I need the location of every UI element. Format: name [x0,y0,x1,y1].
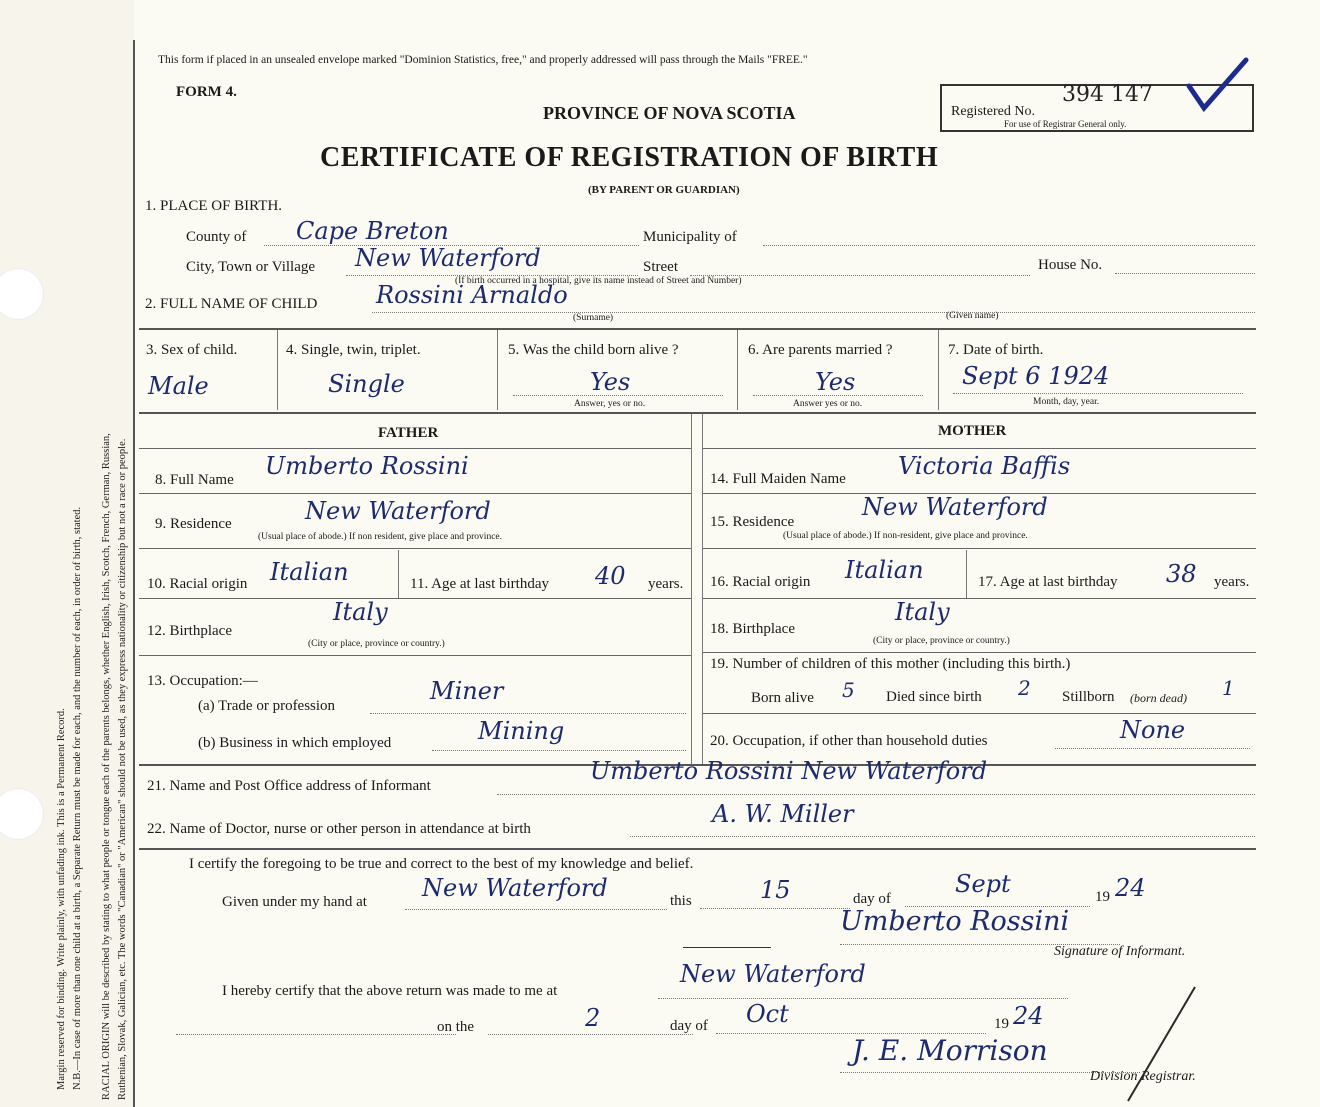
married-value: Yes [815,368,856,396]
mother-residence-note: (Usual place of abode.) If non-resident, give place and province. [783,531,1028,541]
day-of-label: day of [853,891,891,907]
doctor-value: A. W. Miller [712,800,854,828]
plurality-value: Single [328,370,405,398]
child-name-label: 2. FULL NAME OF CHILD [145,296,318,312]
registrar-signature: J. E. Morrison [852,1034,1048,1067]
child-name-value: Rossini Arnaldo [376,281,568,309]
dob-value: Sept 6 1924 [962,362,1110,390]
father-business-label: (b) Business in which employed [198,735,392,751]
father-race-value: Italian [270,558,349,586]
this-label: this [670,893,692,909]
certify-day-value: 15 [760,876,791,904]
died-since-birth-value: 2 [1018,676,1031,700]
father-age-label: 11. Age at last birthday [410,576,549,592]
informant-value: Umberto Rossini New Waterford [590,757,988,785]
informant-signature: Umberto Rossini [840,906,1070,937]
return-month-value: Oct [746,1000,789,1028]
father-birthplace-label: 12. Birthplace [147,623,232,639]
mother-heading: MOTHER [938,423,1007,439]
mother-residence-value: New Waterford [862,493,1048,521]
stillborn-value: 1 [1222,676,1235,700]
born-alive-label: 5. Was the child born alive ? [508,342,679,358]
father-trade-value: Miner [430,677,504,705]
certify-statement: I certify the foregoing to be true and correct to the best of my knowledge and belief. [189,856,694,872]
father-residence-note: (Usual place of abode.) If non resident, give place and province. [258,532,502,542]
county-value: Cape Breton [296,217,449,245]
born-alive-count-value: 5 [842,678,855,702]
mother-race-value: Italian [845,556,924,584]
married-note: Answer yes or no. [793,399,863,409]
county-label: County of [186,229,247,245]
mother-age-value: 38 [1166,560,1197,588]
mother-years-label: years. [1214,574,1250,590]
mother-birthplace-label: 18. Birthplace [710,621,795,637]
father-name-label: 8. Full Name [155,472,234,488]
dob-label: 7. Date of birth. [948,342,1044,358]
mother-name-value: Victoria Baffis [898,452,1071,480]
city-value: New Waterford [355,244,541,272]
mother-occupation-value: None [1120,716,1186,744]
father-occupation-label: 13. Occupation:— [147,673,258,689]
mother-age-label: 17. Age at last birthday [978,574,1118,590]
stillborn-note: (born dead) [1130,691,1187,705]
margin-note-3: RACIAL ORIGIN will be described by stating to what people or tongue each of the parents belongs, whether English, Irish, Scotch, French, German, Russian, [101,433,112,1100]
father-birthplace-value: Italy [333,598,388,626]
mother-residence-label: 15. Residence [710,514,795,530]
margin-note-2: N.B.—In case of more than one child at a birth, a Separate Return must be made for each, and the number of each, in order of birth, stated. [72,506,83,1090]
checkmark-icon [1186,56,1250,112]
born-alive-note: Answer, yes or no. [574,399,646,409]
died-since-birth-label: Died since birth [886,689,982,705]
given-place-value: New Waterford [422,874,608,902]
place-of-birth-label: 1. PLACE OF BIRTH. [145,198,283,214]
given-name-note: (Given name) [946,311,999,321]
return-place-value: New Waterford [680,960,866,988]
margin-rule [133,40,135,1107]
return-statement: I hereby certify that the above return was made to me at [222,983,558,999]
father-race-label: 10. Racial origin [147,576,248,592]
year-prefix: 19 [1095,889,1110,905]
mother-children-label: 19. Number of children of this mother (including this birth.) [710,656,1071,672]
page-subtitle: (BY PARENT OR GUARDIAN) [588,184,740,196]
return-year-prefix: 19 [994,1016,1009,1032]
province-heading: PROVINCE OF NOVA SCOTIA [543,103,796,123]
certify-month-value: Sept [955,870,1011,898]
surname-note: (Surname) [573,313,614,323]
doctor-label: 22. Name of Doctor, nurse or other person in attendance at birth [147,821,531,837]
street-label: Street [643,259,678,275]
page-title: CERTIFICATE OF REGISTRATION OF BIRTH [320,142,939,173]
return-year-value: 24 [1013,1002,1044,1030]
sex-label: 3. Sex of child. [146,342,238,358]
informant-signature-label: Signature of Informant. [1054,944,1186,959]
form-number: FORM 4. [176,84,237,100]
house-number-label: House No. [1038,257,1103,273]
registration-note: For use of Registrar General only. [1004,119,1127,129]
municipality-label: Municipality of [643,229,737,245]
father-residence-label: 9. Residence [155,516,232,532]
margin-note-4: Ruthenian, Slovak, Galician, etc. The words "Canadian" or "American" should not be used, as they express nationality or citizenship but not a race or people. [117,438,128,1100]
on-the-label: on the [437,1019,475,1035]
father-heading: FATHER [378,425,439,441]
city-label: City, Town or Village [186,259,316,275]
stillborn-label: Stillborn [1062,689,1115,705]
father-name-value: Umberto Rossini [265,452,469,480]
signature-stroke [1120,985,1200,1105]
return-day-of-label: day of [670,1018,708,1034]
binding-margin [0,0,134,1107]
father-trade-label: (a) Trade or profession [198,698,336,714]
informant-label: 21. Name and Post Office address of Informant [147,778,431,794]
mother-birthplace-value: Italy [895,598,950,626]
born-alive-value: Yes [590,368,631,396]
dob-note: Month, day, year. [1033,397,1100,407]
married-label: 6. Are parents married ? [748,342,893,358]
registration-label: Registered No. [951,104,1035,119]
registration-number: 394 147 [1062,82,1153,107]
mother-race-label: 16. Racial origin [710,574,811,590]
mother-birthplace-note: (City or place, province or country.) [873,636,1010,646]
return-day-value: 2 [585,1004,601,1032]
mail-notice: This form if placed in an unsealed envelope marked "Dominion Statistics, free," and properly addressed will pass through the Mails "FREE." [158,54,808,66]
father-age-value: 40 [595,562,626,590]
father-birthplace-note: (City or place, province or country.) [308,639,445,649]
mother-occupation-label: 20. Occupation, if other than household duties [710,733,988,749]
sex-value: Male [148,372,209,400]
certify-year-value: 24 [1115,874,1146,902]
father-years-label: years. [648,576,684,592]
father-residence-value: New Waterford [305,497,491,525]
plurality-label: 4. Single, twin, triplet. [286,342,421,358]
registrar-label: Division Registrar. [1090,1069,1196,1084]
mother-name-label: 14. Full Maiden Name [710,471,846,487]
hospital-note: (If birth occurred in a hospital, give its name instead of Street and Number) [455,276,742,286]
margin-note-1: Margin reserved for binding. Write plainly, with unfading ink. This is a Permanent Record. [56,708,67,1090]
father-business-value: Mining [478,717,565,745]
born-alive-count-label: Born alive [751,690,814,706]
given-under-label: Given under my hand at [222,894,367,910]
